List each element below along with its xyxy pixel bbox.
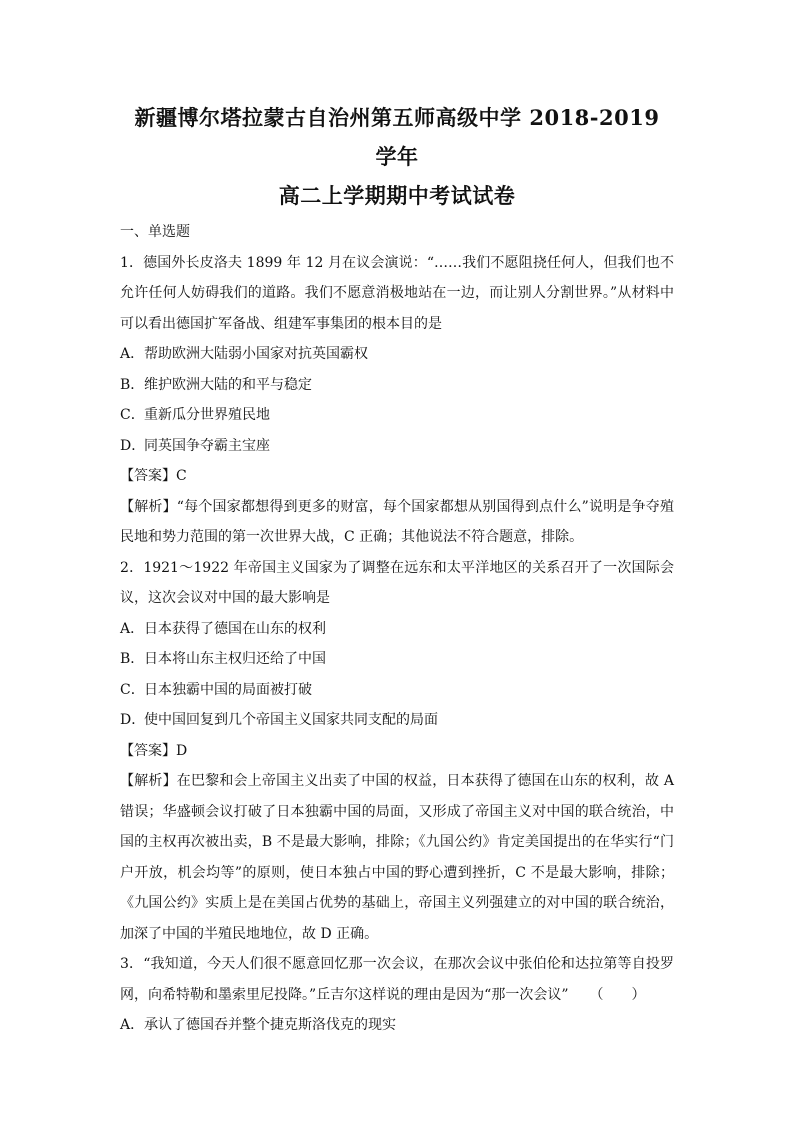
option-letter: A． <box>120 346 145 362</box>
option-text: 同英国争夺霸主宝座 <box>144 437 270 454</box>
option-text: 使中国回复到几个帝国主义国家共同支配的局面 <box>144 712 438 728</box>
answer-line <box>120 736 674 767</box>
option-letter: B． <box>120 376 145 393</box>
option-b <box>120 370 674 401</box>
question-3 <box>120 949 674 1041</box>
answer-line <box>120 461 674 492</box>
answer-label: 【答案】 <box>120 742 176 759</box>
answer-value: D <box>176 742 188 759</box>
option-text: 维护欧洲大陆的和平与稳定 <box>144 376 312 393</box>
answer-value: C <box>176 468 187 484</box>
option-letter: A． <box>120 620 145 637</box>
option-letter: D． <box>120 712 146 728</box>
exam-title-line1: 新疆博尔塔拉蒙古自治州第五师高级中学 2018-2019 学年 <box>134 105 660 169</box>
option-c <box>120 675 674 706</box>
option-a <box>120 339 674 370</box>
option-letter: C． <box>120 407 145 423</box>
question-number: 3． <box>120 956 144 972</box>
question-1 <box>120 248 674 553</box>
analysis-block <box>120 766 674 949</box>
option-d <box>120 705 674 736</box>
analysis-label: 【解析】 <box>120 773 177 789</box>
question-number: 2． <box>120 559 144 576</box>
analysis-label: 【解析】 <box>120 498 177 515</box>
option-letter: B． <box>120 651 145 667</box>
option-a <box>120 1010 674 1041</box>
section-heading: 一、单选题 <box>120 224 190 240</box>
option-text: 日本独霸中国的局面被打破 <box>144 681 312 698</box>
question-text: 德国外长皮洛夫 1899 年 12 月在议会演说：“……我们不愿阻挠任何人，但我们也不允许任何人妨碍我们的道路。我们不愿意消极地站在一边，而让别人分割世界。”从材料中可以看出德国扩军备战、组建军事集团的根本目的是 <box>120 254 674 332</box>
option-text: 帮助欧洲大陆弱小国家对抗英国霸权 <box>144 346 368 362</box>
option-a <box>120 614 674 645</box>
question-text: 1921～1922 年帝国主义国家为了调整在远东和太平洋地区的关系召开了一次国际会议，这次会议对中国的最大影响是 <box>120 559 674 606</box>
option-b <box>120 644 674 675</box>
option-letter: A． <box>120 1017 145 1033</box>
option-list <box>120 1010 674 1041</box>
analysis-block <box>120 492 674 553</box>
option-d <box>120 431 674 462</box>
analysis-text: “每个国家都想得到更多的财富，每个国家都想从别国得到点什么”说明是争夺殖民地和势力范围的第一次世界大战，C 正确；其他说法不符合题意，排除。 <box>120 498 675 545</box>
option-text: 承认了德国吞并整个捷克斯洛伐克的现实 <box>144 1017 396 1033</box>
option-text: 日本将山东主权归还给了中国 <box>144 651 326 667</box>
question-number: 1． <box>120 254 144 271</box>
option-list <box>120 614 674 736</box>
question-stem <box>120 949 674 1010</box>
question-stem <box>120 553 674 614</box>
option-text: 日本获得了德国在山东的权利 <box>144 620 326 637</box>
option-list <box>120 339 674 461</box>
question-2 <box>120 553 674 950</box>
exam-title-line2: 高二上学期期中考试试卷 <box>278 183 516 208</box>
question-text: “我知道，今天人们很不愿意回忆那一次会议，在那次会议中张伯伦和达拉第等自投罗网，向希特勒和墨索里尼投降。”丘吉尔这样说的理由是因为“那一次会议” （ ） <box>120 956 674 1003</box>
option-text: 重新瓜分世界殖民地 <box>144 407 270 423</box>
option-c <box>120 400 674 431</box>
option-letter: C． <box>120 681 145 698</box>
answer-label: 【答案】 <box>120 468 176 484</box>
analysis-text: 在巴黎和会上帝国主义出卖了中国的权益，日本获得了德国在山东的权利，故 A 错误；华盛顿会议打破了日本独霸中国的局面，又形成了帝国主义对中国的联合统治，中国的主权再次被出卖，B 不是最大影响，排除；《九国公约》肯定美国提出的在华实行“门户开放，机会均等”的原则，使日本独占中国的野心遭到挫折，C 不是最大影响，排除；《九国公约》实质上是在美国占优势的基础上，帝国主义列强建立的对中国的联合统治，加深了中国的半殖民地地位，故 D 正确。 <box>120 773 674 942</box>
option-letter: D． <box>120 437 146 454</box>
question-stem <box>120 248 674 340</box>
